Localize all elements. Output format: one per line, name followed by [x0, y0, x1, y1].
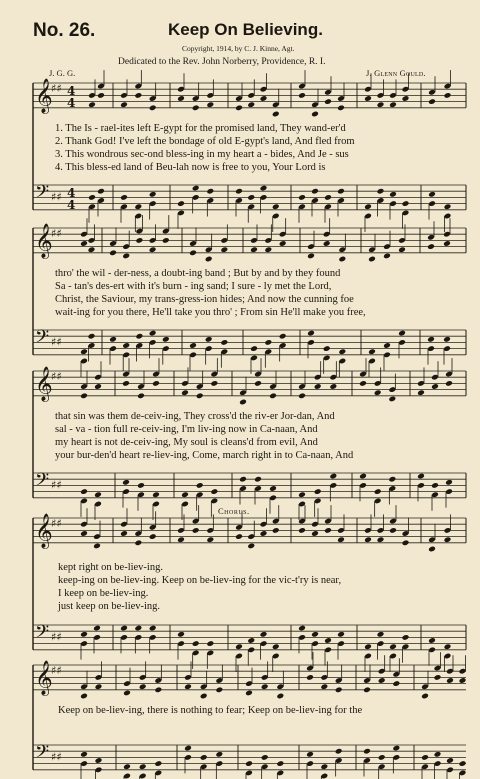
note-head [235, 643, 243, 650]
note-head [94, 383, 102, 390]
note-head [88, 194, 96, 201]
note-head [307, 330, 315, 337]
note-head [122, 253, 130, 260]
lyric-line: 1. The Is - rael-ites left E-gypt for the promised land, They wand-er'd [55, 123, 346, 134]
note-head [181, 389, 189, 396]
lyric-line: 3. This wondrous sec-ond bless-ing in my heart a - bides, And Je - sus [55, 149, 349, 160]
note-head [250, 246, 258, 253]
lyricist-credit: J. G. G. [49, 68, 76, 78]
note-head [152, 491, 160, 498]
note-head [136, 333, 144, 340]
note-head [80, 348, 88, 355]
note-head [402, 200, 410, 207]
note-head [337, 536, 345, 543]
note-head [314, 488, 322, 495]
note-head [206, 101, 214, 108]
note-head [298, 393, 306, 400]
note-head [421, 693, 429, 700]
note-head [337, 105, 345, 112]
note-head [389, 527, 397, 534]
key-signature: ♯♯ [51, 664, 62, 678]
note-head [137, 482, 145, 489]
note-head [306, 674, 314, 681]
note-head [80, 393, 88, 400]
note-head [196, 393, 204, 400]
note-head [235, 533, 243, 540]
note-head [398, 330, 406, 337]
lyric-line: wait-ing for you there, He'll take you thro' ; From sin He'll make you free, [55, 307, 366, 318]
note-head [109, 336, 117, 343]
note-head [402, 540, 410, 547]
note-head [245, 690, 253, 697]
note-head [200, 754, 208, 761]
note-head [235, 188, 243, 195]
note-head [154, 760, 162, 767]
key-signature: ♯♯ [51, 335, 62, 349]
note-head [235, 105, 243, 112]
treble-clef: 𝄞 [35, 513, 53, 549]
note-head [377, 631, 385, 638]
note-head [149, 246, 157, 253]
key-signature: ♯♯ [51, 370, 62, 384]
note-head [272, 203, 280, 210]
note-head [392, 680, 400, 687]
note-head [80, 488, 88, 495]
lyric-line: keep-ing on be-liev-ing. Keep on be-liev-ing for the vic-t'ry is near, [58, 575, 342, 586]
note-head [247, 194, 255, 201]
note-head [459, 760, 467, 767]
key-signature: ♯♯ [51, 517, 62, 531]
note-head [445, 479, 453, 486]
note-head [239, 399, 247, 406]
note-head [337, 631, 345, 638]
note-head [152, 380, 160, 387]
note-head [192, 527, 200, 534]
note-head [134, 92, 142, 99]
note-head [388, 476, 396, 483]
note-head [220, 339, 228, 346]
note-head [444, 203, 452, 210]
note-head [247, 543, 255, 550]
note-head [192, 640, 200, 647]
note-head [192, 185, 200, 192]
note-head [206, 536, 214, 543]
note-head [428, 546, 436, 553]
note-head [298, 625, 306, 632]
note-head [434, 751, 442, 758]
note-head [402, 634, 410, 641]
note-head [363, 687, 371, 694]
bass-clef: 𝄢 [35, 622, 50, 648]
note-head [192, 105, 200, 112]
chorus-label: Chorus. [218, 506, 250, 516]
note-head [364, 203, 372, 210]
note-head [383, 253, 391, 260]
note-head [120, 530, 128, 537]
note-head [189, 342, 197, 349]
note-head [137, 393, 145, 400]
note-head [134, 203, 142, 210]
note-head [402, 95, 410, 102]
note-head [189, 250, 197, 257]
note-head [97, 188, 105, 195]
note-head [417, 389, 425, 396]
note-head [444, 536, 452, 543]
note-head [95, 683, 103, 690]
note-head [134, 540, 142, 547]
note-head [324, 637, 332, 644]
note-head [311, 111, 319, 118]
key-signature: ♯♯ [51, 630, 62, 644]
note-head [149, 330, 157, 337]
note-head [122, 479, 130, 486]
note-head [220, 246, 228, 253]
note-head [323, 345, 331, 352]
treble-clef: 𝄞 [35, 660, 53, 696]
hymn-title: Keep On Believing. [168, 20, 323, 39]
note-head [374, 488, 382, 495]
note-head [196, 482, 204, 489]
copyright-line: Copyright, 1914, by C. J. Kinne, Agt. [182, 44, 295, 53]
bass-clef: 𝄢 [35, 470, 50, 496]
note-head [80, 693, 88, 700]
note-head [215, 687, 223, 694]
note-head [272, 527, 280, 534]
note-head [338, 256, 346, 263]
treble-clef: 𝄞 [35, 223, 53, 259]
bass-clef: 𝄢 [35, 742, 50, 768]
note-head [260, 95, 268, 102]
note-head [245, 760, 253, 767]
note-head [264, 246, 272, 253]
note-head [279, 240, 287, 247]
bass-clef: 𝄢 [35, 327, 50, 353]
note-head [311, 188, 319, 195]
note-head [427, 243, 435, 250]
note-head [364, 536, 372, 543]
note-head [149, 105, 157, 112]
note-head [363, 748, 371, 755]
note-head [109, 250, 117, 257]
note-head [445, 380, 453, 387]
note-head [311, 631, 319, 638]
note-head [377, 188, 385, 195]
note-head [421, 754, 429, 761]
note-head [431, 383, 439, 390]
note-head [139, 683, 147, 690]
note-head [324, 194, 332, 201]
note-head [149, 191, 157, 198]
note-head [298, 491, 306, 498]
note-head [162, 336, 170, 343]
note-head [388, 396, 396, 403]
note-head [374, 389, 382, 396]
note-head [149, 533, 157, 540]
key-signature: ♯♯ [51, 478, 62, 492]
note-head [323, 240, 331, 247]
dedication-line: Dedicated to the Rev. John Norberry, Providence, R. I. [118, 57, 326, 67]
note-head [139, 763, 147, 770]
note-head [377, 536, 385, 543]
note-head [443, 336, 451, 343]
note-head [80, 751, 88, 758]
note-head [88, 101, 96, 108]
note-head [250, 345, 258, 352]
note-head [162, 237, 170, 244]
note-head [254, 380, 262, 387]
lyric-line: 2. Thank God! I've left the bondage of old E-gypt's land, And fled from [55, 136, 355, 147]
note-head [80, 240, 88, 247]
lyric-line: kept right on be-liev-ing. [58, 562, 163, 573]
note-head [320, 683, 328, 690]
note-head [122, 380, 130, 387]
note-head [210, 380, 218, 387]
note-head [279, 333, 287, 340]
note-head [377, 101, 385, 108]
note-head [247, 101, 255, 108]
note-head [184, 683, 192, 690]
note-head [80, 631, 88, 638]
note-head [428, 637, 436, 644]
lyric-line: sal - va - tion full re-ceiv-ing, I'm liv-ing now in Ca-naan, And [55, 424, 318, 435]
note-head [120, 101, 128, 108]
treble-clef: 𝄞 [35, 366, 53, 402]
key-signature: ♯♯ [51, 227, 62, 241]
composer-credit: J. Glenn Gould. [366, 68, 426, 78]
note-head [392, 745, 400, 752]
note-head [378, 754, 386, 761]
note-head [324, 98, 332, 105]
note-head [177, 200, 185, 207]
note-head [205, 256, 213, 263]
note-head [206, 640, 214, 647]
note-head [359, 380, 367, 387]
note-head [298, 527, 306, 534]
note-head [177, 536, 185, 543]
note-head [446, 677, 454, 684]
note-head [364, 95, 372, 102]
note-head [314, 383, 322, 390]
note-head [434, 674, 442, 681]
note-head [122, 342, 130, 349]
note-head [95, 757, 103, 764]
lyric-line: Christ, the Saviour, my trans-gress-ion hides; And now the cunning foe [55, 294, 354, 305]
time-signature: 4 [67, 83, 76, 98]
note-head [210, 488, 218, 495]
note-head [389, 101, 397, 108]
lyric-line: your bur-den'd heart re-liev-ing, Come, march right in to Ca-naan, And [55, 450, 354, 461]
treble-clef: 𝄞 [35, 78, 53, 114]
time-signature: 4 [67, 198, 76, 213]
note-head [88, 246, 96, 253]
note-head [443, 240, 451, 247]
note-head [459, 677, 467, 684]
note-head [383, 342, 391, 349]
bass-clef: 𝄢 [35, 182, 50, 208]
note-head [247, 637, 255, 644]
note-head [200, 693, 208, 700]
note-head [368, 256, 376, 263]
lyric-line: Keep on be-liev-ing, there is nothing to fear; Keep on be-liev-ing for the [58, 705, 363, 716]
note-head [364, 643, 372, 650]
note-head [329, 473, 337, 480]
note-head [205, 336, 213, 343]
note-head [307, 253, 315, 260]
note-head [337, 188, 345, 195]
note-head [359, 473, 367, 480]
lyric-line: that sin was them de-ceiv-ing, They cross'd the riv-er Jor-dan, And [55, 411, 335, 422]
note-head [181, 491, 189, 498]
time-signature: 4 [67, 96, 76, 111]
note-head [239, 476, 247, 483]
key-signature: ♯♯ [51, 750, 62, 764]
note-head [269, 485, 277, 492]
note-head [80, 530, 88, 537]
note-head [298, 194, 306, 201]
note-head [269, 393, 277, 400]
lyric-line: thro' the wil - der-ness, a doubt-ing band ; But by and by they found [55, 268, 341, 279]
note-head [427, 336, 435, 343]
lyric-line: I keep on be-liev-ing. [58, 588, 149, 599]
lyric-line: 4. This bless-ed land of Beu-lah now is free to you, Your Lord is [55, 162, 326, 173]
note-head [311, 530, 319, 537]
note-head [368, 348, 376, 355]
note-head [444, 643, 452, 650]
key-signature: ♯♯ [51, 190, 62, 204]
time-signature: 4 [67, 185, 76, 200]
note-head [276, 760, 284, 767]
note-head [335, 687, 343, 694]
note-head [97, 92, 105, 99]
note-head [260, 185, 268, 192]
note-head [93, 543, 101, 550]
note-head [260, 530, 268, 537]
note-head [177, 95, 185, 102]
note-head [264, 339, 272, 346]
lyric-line: Sa - tan's des-ert with it's burn - ing sand; I sure - ly met the Lord, [55, 281, 332, 292]
note-head [149, 625, 157, 632]
note-head [94, 491, 102, 498]
note-head [123, 690, 131, 697]
note-head [261, 754, 269, 761]
key-signature: ♯♯ [51, 82, 62, 96]
note-head [298, 92, 306, 99]
note-head [254, 476, 262, 483]
note-head [134, 625, 142, 632]
note-head [398, 246, 406, 253]
note-head [329, 383, 337, 390]
note-head [261, 683, 269, 690]
note-head [446, 757, 454, 764]
lyric-line: my heart is not de-ceiv-ing, My soul is cleans'd from evil, And [55, 437, 318, 448]
note-head [306, 751, 314, 758]
note-head [120, 194, 128, 201]
note-head [123, 763, 131, 770]
note-head [324, 527, 332, 534]
note-head [428, 98, 436, 105]
note-head [272, 643, 280, 650]
hymn-number: No. 26. [33, 20, 96, 41]
note-head [177, 631, 185, 638]
note-head [88, 333, 96, 340]
note-head [136, 237, 144, 244]
note-head [320, 763, 328, 770]
note-head [389, 643, 397, 650]
note-head [215, 751, 223, 758]
note-head [431, 482, 439, 489]
note-head [93, 625, 101, 632]
note-head [272, 111, 280, 118]
note-head [260, 631, 268, 638]
note-head [335, 748, 343, 755]
note-head [154, 687, 162, 694]
note-head [444, 92, 452, 99]
note-head [417, 473, 425, 480]
note-head [120, 625, 128, 632]
note-head [389, 191, 397, 198]
note-head [184, 745, 192, 752]
note-head [206, 188, 214, 195]
note-head [428, 191, 436, 198]
note-head [338, 348, 346, 355]
note-head [276, 693, 284, 700]
lyric-line: just keep on be-liev-ing. [58, 601, 161, 612]
note-head [378, 677, 386, 684]
